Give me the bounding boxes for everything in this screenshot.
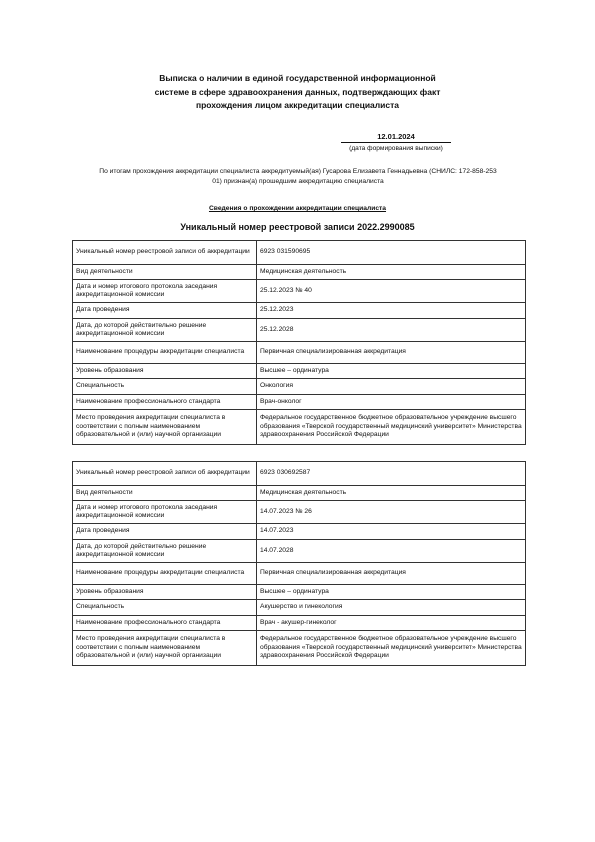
field-value: Акушерство и гинекология [257,600,526,616]
title-line: Выписка о наличии в единой государственной информационной [159,73,436,83]
field-value: 14.07.2023 [257,524,526,540]
field-value: 25.12.2023 № 40 [257,280,526,303]
title-line: прохождения лицом аккредитации специалиста [195,100,400,110]
document-title [120,72,475,113]
table-row [73,600,526,616]
field-value: Медицинская деятельность [257,265,526,280]
table-row [73,395,526,410]
field-label: Дата, до которой действительно решение аккредитационной комиссии [73,540,257,563]
title-line: системе в сфере здравоохранения данных, подтверждающих факт [154,86,441,97]
field-value: Высшее – ординатура [257,364,526,379]
field-value: Федеральное государственное бюджетное образовательное учреждение высшего образования «Тверской государственный медицинский университет» Министерства здравоохранения Российской Федерации [257,631,526,666]
record-heading: Уникальный номер реестровой записи 2022.2990085 [180,222,415,232]
field-label: Специальность [73,600,257,616]
field-value: Врач-онколог [257,395,526,410]
field-label: Наименование процедуры аккредитации специалиста [73,342,257,364]
field-label: Уровень образования [73,364,257,379]
table-row [73,501,526,524]
table-row [73,631,526,666]
table-row [73,280,526,303]
table-row [73,342,526,364]
field-label: Дата проведения [73,303,257,319]
field-value: Первичная специализированная аккредитация [257,563,526,585]
table-row [73,379,526,395]
table-row [73,303,526,319]
field-label: Наименование профессионального стандарта [73,395,257,410]
field-value: Врач - акушер-гинеколог [257,616,526,631]
field-label: Дата и номер итогового протокола заседания аккредитационной комиссии [73,501,257,524]
field-label: Наименование процедуры аккредитации специалиста [73,563,257,585]
intro-paragraph [70,167,526,186]
accreditation-table [72,461,526,666]
field-value: 25.12.2028 [257,319,526,342]
table-row [73,486,526,501]
table-row [73,364,526,379]
field-value: Высшее – ординатура [257,585,526,600]
table-row [73,524,526,540]
intro-line: 01) признан(а) прошедшим аккредитацию специалиста [212,177,384,185]
field-label: Место проведения аккредитации специалиста в соответствии с полным наименованием образовательной и (или) научной организации [73,410,257,445]
issue-date-block [341,132,451,153]
issue-date-caption: (дата формирования выписки) [349,145,443,152]
table-row [73,410,526,445]
field-label: Дата проведения [73,524,257,540]
field-label: Дата и номер итогового протокола заседания аккредитационной комиссии [73,280,257,303]
field-value: 6923 031590695 [257,241,526,265]
issue-date: 12.01.2024 [341,132,451,143]
field-value: 6923 030692587 [257,462,526,486]
table-row [73,462,526,486]
field-value: 14.07.2023 № 26 [257,501,526,524]
table-row [73,265,526,280]
table-row [73,540,526,563]
section-heading: Сведения о прохождении аккредитации специалиста [208,205,387,212]
field-value: 14.07.2028 [257,540,526,563]
field-value: Медицинская деятельность [257,486,526,501]
field-value: 25.12.2023 [257,303,526,319]
field-label: Специальность [73,379,257,395]
field-value: Первичная специализированная аккредитация [257,342,526,364]
field-label: Вид деятельности [73,486,257,501]
field-label: Уникальный номер реестровой записи об аккредитации [73,241,257,265]
accreditation-table [72,240,526,445]
field-label: Уникальный номер реестровой записи об аккредитации [73,462,257,486]
table-row [73,563,526,585]
table-row [73,241,526,265]
intro-line: По итогам прохождения аккредитации специалиста аккредитуемый(ая) Гусарова Елизавета Геннадьевна (СНИЛС: 172-858-253 [99,168,497,175]
field-label: Наименование профессионального стандарта [73,616,257,631]
field-label: Дата, до которой действительно решение аккредитационной комиссии [73,319,257,342]
field-label: Вид деятельности [73,265,257,280]
table-row [73,319,526,342]
field-value: Онкология [257,379,526,395]
table-row [73,585,526,600]
field-value: Федеральное государственное бюджетное образовательное учреждение высшего образования «Тверской государственный медицинский университет» Министерства здравоохранения Российской Федерации [257,410,526,445]
field-label: Место проведения аккредитации специалиста в соответствии с полным наименованием образовательной и (или) научной организации [73,631,257,666]
field-label: Уровень образования [73,585,257,600]
table-row [73,616,526,631]
